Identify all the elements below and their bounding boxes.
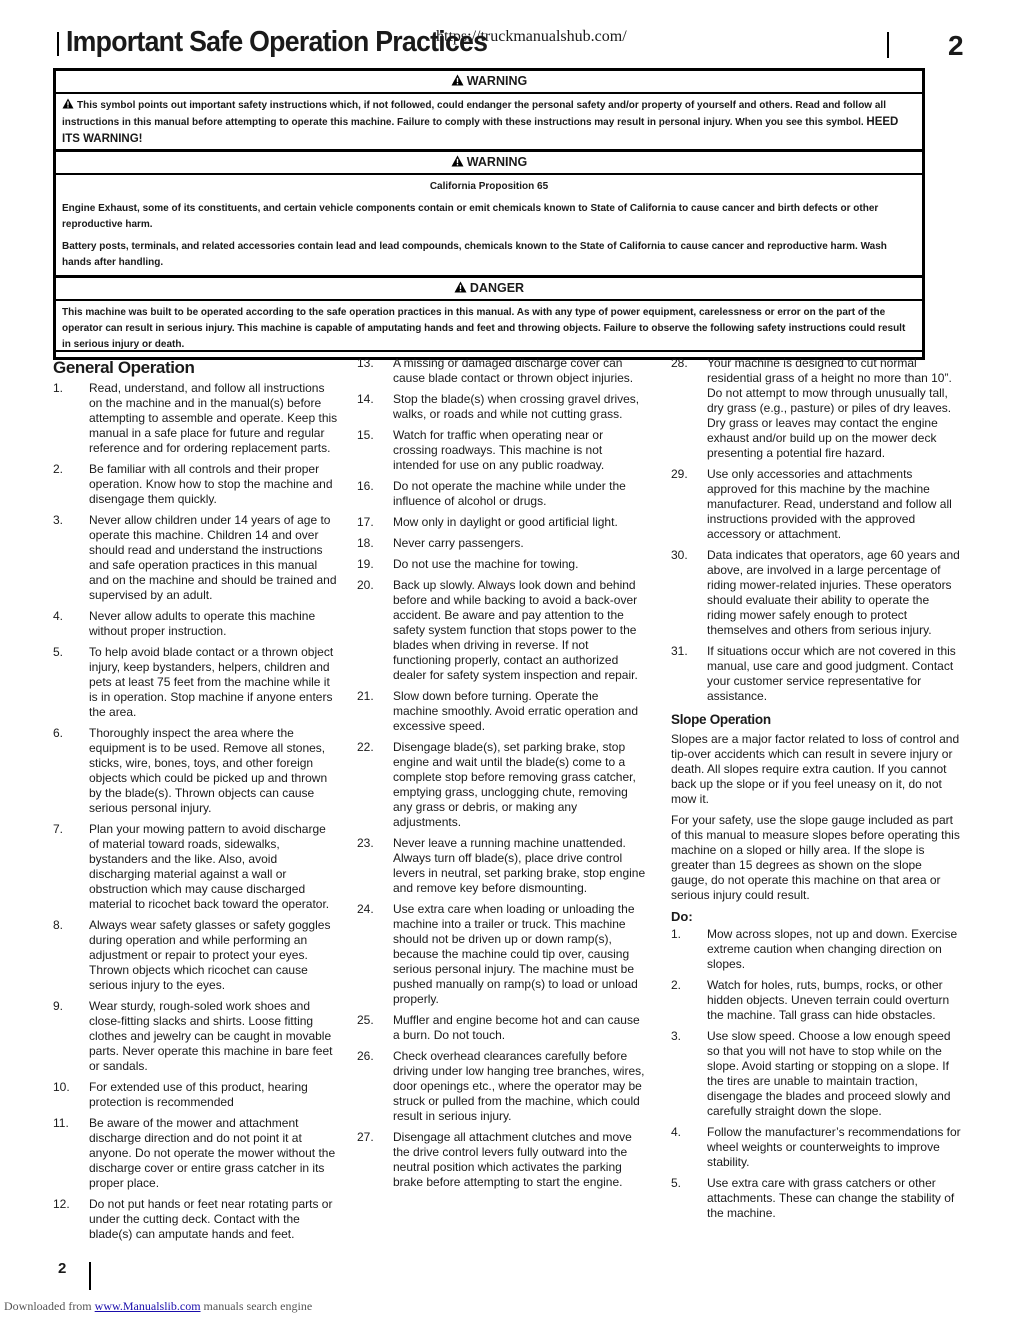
warning-box-symbol	[53, 68, 925, 155]
list-item-number: 4.	[53, 609, 64, 623]
section-divider	[53, 350, 924, 352]
list-item-text: Disengage blade(s), set parking brake, stop engine and wait until the blade(s) come to a complete stop before removing grass catcher, emptying grass, unclogging chute, removing any grass or debris, or making any adjustments.	[393, 740, 636, 829]
list-item	[53, 609, 339, 639]
slope-paragraph: Slopes are a major factor related to loss of control and tip-over accidents which can result in severe injury or death. All slopes require extra caution. If you cannot back up the slope or if you feel uneasy on it, do not mow it.	[671, 732, 960, 806]
list-item	[53, 918, 339, 993]
list-item	[671, 548, 961, 638]
list-item-number: 11.	[53, 1116, 69, 1130]
list-item	[53, 822, 339, 912]
warning-symbol-text: This symbol points out important safety instructions which, if not followed, could endanger the personal safety and/or property of yourself and others. Read and follow all instructions in this manual before attempting to operate this machine. Failure to comply with these instructions may result in personal injury. When you see this symbol.	[62, 100, 886, 128]
warning-triangle-icon	[451, 155, 464, 167]
list-item-number: 19.	[357, 557, 374, 571]
list-item-number: 30.	[671, 548, 688, 562]
warning-triangle-icon	[451, 74, 464, 86]
general-operation-list-continued	[671, 356, 961, 704]
list-item	[357, 689, 646, 734]
footer-bar	[89, 1262, 91, 1290]
list-item	[357, 1013, 646, 1043]
list-item-number: 20.	[357, 578, 374, 592]
warning-box-body	[56, 175, 922, 275]
list-item-text: Never allow adults to operate this machine without proper instruction.	[89, 609, 316, 638]
list-item-number: 31.	[671, 644, 688, 658]
list-item-text: To help avoid blade contact or a thrown object injury, keep bystanders, helpers, children and pets at least 75 feet from the machine while it is in operation. Stop machine if anyone enters the area.	[89, 645, 334, 719]
list-item-text: Never allow children under 14 years of age to operate this machine. Children 14 and over should read and understand the instructions and safe operation practices in this manual and on the machine and should be trained and supervised by an adult.	[89, 513, 337, 602]
heed-warning-emphasis: HEED ITS WARNING!	[62, 116, 899, 145]
list-item-text: Do not operate the machine while under the influence of alcohol or drugs.	[393, 479, 626, 508]
prop65-paragraph: Battery posts, terminals, and related accessories contain lead and lead compounds, chemicals known to the State of California to cause cancer and reproductive harm. Wash hands after handling.	[62, 241, 887, 268]
list-item	[53, 999, 339, 1074]
list-item	[53, 513, 339, 603]
list-item-text: Thoroughly inspect the area where the equipment is to be used. Remove all stones, sticks, wire, bones, toys, and other foreign objects which could be picked up and thrown by the blade(s). Thrown objects can cause serious personal injury.	[89, 726, 328, 815]
general-operation-list-continued	[357, 356, 646, 1190]
list-item	[671, 978, 961, 1023]
warning-triangle-icon	[62, 98, 74, 109]
list-item	[671, 1176, 961, 1221]
list-item-text: Wear sturdy, rough-soled work shoes and close-fitting slacks and shirts. Loose fitting clothes and jewelry can be caught in movable parts. Never operate this machine in bare feet or sandals.	[89, 999, 333, 1073]
list-item	[357, 356, 646, 386]
list-item	[357, 740, 646, 830]
list-item-text: Follow the manufacturer’s recommendations for wheel weights or counterweights to improve stability.	[707, 1125, 961, 1169]
list-item	[357, 557, 646, 572]
list-item-number: 27.	[357, 1130, 374, 1144]
list-item-text: Data indicates that operators, age 60 years and above, are involved in a large percentage of riding mower-related injuries. These operators should evaluate their ability to operate the riding mower safely enough to protect themselves and others from serious injury.	[707, 548, 960, 637]
page-title: Important Safe Operation Practices	[66, 26, 488, 58]
list-item	[53, 1080, 339, 1110]
list-item	[53, 645, 339, 720]
do-list	[671, 927, 961, 1221]
list-item	[53, 1197, 339, 1242]
list-item-text: Read, understand, and follow all instructions on the machine and in the manual(s) before attempting to assemble and operate. Keep this manual in a safe place for future and regular reference and for ordering replacement parts.	[89, 381, 338, 455]
list-item	[671, 927, 961, 972]
list-item	[357, 836, 646, 896]
list-item	[357, 515, 646, 530]
list-item	[357, 392, 646, 422]
warning-box-prop65	[53, 149, 925, 278]
column-3	[671, 356, 961, 1227]
list-item-text: Use only accessories and attachments approved for this machine by the machine manufacturer. Read, understand and follow all instructions provided with the approved accessory or attachment.	[707, 467, 952, 541]
warning-box-heading	[56, 152, 922, 175]
list-item	[671, 1125, 961, 1170]
list-item-number: 7.	[53, 822, 64, 836]
list-item-text: Muffler and engine become hot and can cause a burn. Do not touch.	[393, 1013, 640, 1042]
warning-box-body	[56, 94, 922, 152]
list-item-text: Check overhead clearances carefully before driving under low hanging tree branches, wires, door openings etc., where the operator may be struck or pulled from the machine, which could result in serious injury.	[393, 1049, 645, 1123]
list-item-number: 10.	[53, 1080, 70, 1094]
list-item	[53, 381, 339, 456]
list-item-text: Slow down before turning. Operate the machine smoothly. Avoid erratic operation and excessive speed.	[393, 689, 639, 733]
list-item-number: 4.	[671, 1125, 682, 1139]
list-item	[357, 902, 646, 1007]
list-item-text: Never leave a running machine unattended. Always turn off blade(s), place drive control levers in neutral, set parking brake, stop engine and remove key before dismounting.	[393, 836, 646, 895]
list-item-text: Do not use the machine for towing.	[393, 557, 579, 571]
list-item	[53, 726, 339, 816]
column-1	[53, 356, 339, 1248]
column-2	[357, 356, 646, 1196]
list-item	[357, 536, 646, 551]
list-item	[671, 467, 961, 542]
list-item-text: Never carry passengers.	[393, 536, 524, 550]
list-item-number: 8.	[53, 918, 64, 932]
list-item-number: 21.	[357, 689, 374, 703]
list-item-number: 2.	[53, 462, 64, 476]
list-item-text: Always wear safety glasses or safety goggles during operation and while performing an adjustment or repair to protect your eyes. Thrown objects which ricochet can cause serious injury to the eyes.	[89, 918, 331, 992]
list-item-text: Your machine is designed to cut normal residential grass of a height no more than 10”. Do not attempt to mow through unusually tall, dry grass (e.g., pasture) or piles of dry leaves. Dry grass or leaves may contact the engine exhaust and/or build up on the mower deck presenting a potential fire hazard.	[707, 356, 952, 460]
danger-box-heading	[56, 278, 922, 301]
list-item-number: 3.	[53, 513, 64, 527]
list-item-number: 6.	[53, 726, 64, 740]
list-item-number: 2.	[671, 978, 682, 992]
warning-triangle-icon	[454, 281, 467, 293]
list-item	[53, 462, 339, 507]
list-item-number: 1.	[671, 927, 682, 941]
list-item-text: Mow only in daylight or good artificial light.	[393, 515, 618, 529]
list-item-number: 28.	[671, 356, 688, 370]
footer-suffix: manuals search engine	[203, 1299, 313, 1313]
danger-box-body	[56, 301, 922, 357]
header-right-bar	[887, 32, 889, 58]
list-item-text: Mow across slopes, not up and down. Exercise extreme caution when changing direction on slopes.	[707, 927, 958, 971]
list-item-text: Disengage all attachment clutches and move the drive control levers fully outward into the neutral position which activates the parking brake before attempting to start the engine.	[393, 1130, 632, 1189]
list-item-text: Watch for holes, ruts, bumps, rocks, or other hidden objects. Uneven terrain could overturn the machine. Tall grass can hide obstacles.	[707, 978, 950, 1022]
list-item-number: 14.	[357, 392, 374, 406]
list-item-text: If situations occur which are not covered in this manual, use care and good judgment. Contact your customer service representative for assistance.	[707, 644, 956, 703]
list-item	[671, 356, 961, 461]
header-left-bar	[57, 32, 59, 56]
general-operation-list	[53, 381, 339, 1242]
danger-heading-text: DANGER	[469, 281, 525, 295]
download-footer	[4, 1299, 312, 1314]
list-item-text: Do not put hands or feet near rotating parts or under the cutting deck. Contact with the blade(s) can amputate hands and feet.	[89, 1197, 333, 1241]
list-item	[671, 1029, 961, 1119]
list-item-text: Be aware of the mower and attachment discharge direction and do not point it at anyone. Do not operate the mower without the discharge cover or entire grass catcher in its proper place.	[89, 1116, 336, 1190]
list-item-text: Back up slowly. Always look down and behind before and while backing to avoid a back-over accident. Be aware and pay attention to the safety system function that stops power to the blades when driving in reverse. If not functioning properly, contact an authorized dealer for safety system inspection and repair.	[393, 578, 638, 682]
danger-box	[53, 275, 925, 360]
list-item	[53, 1116, 339, 1191]
page-number-top: 2	[948, 30, 964, 61]
list-item-number: 26.	[357, 1049, 374, 1063]
list-item-number: 24.	[357, 902, 374, 916]
list-item-text: Use slow speed. Choose a low enough speed so that you will not have to stop while on the slope. Avoid starting or stopping on a slope. If the tires are unable to maintain traction, disengage the blades and proceed slowly and carefully straight down the slope.	[707, 1029, 951, 1118]
do-heading: Do:	[671, 909, 693, 924]
list-item-number: 1.	[53, 381, 64, 395]
list-item	[357, 578, 646, 683]
source-url[interactable]: https://truckmanualshub.com/	[436, 28, 627, 45]
list-item-text: Use extra care when loading or unloading the machine into a trailer or truck. This machine should not be driven up or down ramp(s), because the machine could tip over, causing serious personal injury. The machine must be pushed manually on ramp(s) to load or unload properly.	[393, 902, 638, 1006]
list-item-number: 23.	[357, 836, 374, 850]
prop65-paragraph: Engine Exhaust, some of its constituents, and certain vehicle components contain or emit chemicals known to State of California to cause cancer and birth defects or other reproductive harm.	[62, 203, 879, 230]
warning-heading-text: WARNING	[466, 74, 528, 88]
general-operation-title: General Operation	[53, 358, 195, 377]
list-item-number: 25.	[357, 1013, 374, 1027]
list-item-number: 5.	[671, 1176, 682, 1190]
list-item-number: 12.	[53, 1197, 70, 1211]
page-number-bottom: 2	[58, 1260, 67, 1277]
slope-operation-title: Slope Operation	[671, 712, 771, 727]
list-item-number: 5.	[53, 645, 64, 659]
list-item-text: Be familiar with all controls and their proper operation. Know how to stop the machine and disengage them quickly.	[89, 462, 333, 506]
list-item	[357, 1130, 646, 1190]
list-item-text: Use extra care with grass catchers or other attachments. These can change the stability of the machine.	[707, 1176, 955, 1220]
list-item-number: 16.	[357, 479, 374, 493]
prop65-subheading: California Proposition 65	[429, 181, 549, 192]
slope-paragraph: For your safety, use the slope gauge included as part of this manual to measure slopes before operating this machine on a sloped or hilly area. If the slope is greater than 15 degrees as shown on the slope gauge, do not operate this machine on that area or serious injury could result.	[671, 813, 960, 902]
manualslib-link[interactable]: www.Manualslib.com	[94, 1299, 201, 1313]
list-item-number: 29.	[671, 467, 688, 481]
list-item-number: 13.	[357, 356, 374, 370]
warning-heading-text: WARNING	[466, 155, 528, 169]
list-item-text: Stop the blade(s) when crossing gravel drives, walks, or roads and while not cutting grass.	[393, 392, 640, 421]
list-item-number: 3.	[671, 1029, 682, 1043]
list-item-text: Watch for traffic when operating near or crossing roadways. This machine is not intended for use on any public roadway.	[393, 428, 605, 472]
list-item-number: 22.	[357, 740, 374, 754]
list-item-number: 15.	[357, 428, 374, 442]
list-item	[357, 1049, 646, 1124]
list-item-number: 18.	[357, 536, 374, 550]
footer-prefix: Downloaded from	[4, 1299, 92, 1313]
danger-text: This machine was built to be operated according to the safe operation practices in this manual. As with any type of power equipment, carelessness or error on the part of the operator can result in serious injury. This machine is capable of amputating hands and feet and throwing objects. Failure to observe the following safety instructions could result in serious injury or death.	[62, 307, 906, 350]
list-item-number: 17.	[357, 515, 374, 529]
list-item	[357, 428, 646, 473]
list-item-text: A missing or damaged discharge cover can cause blade contact or thrown object injuries.	[393, 356, 634, 385]
list-item-text: Plan your mowing pattern to avoid discharge of material toward roads, sidewalks, bystanders and the like. Also, avoid discharging material against a wall or obstruction which may cause discharged material to ricochet back toward the operator.	[89, 822, 330, 911]
list-item	[671, 644, 961, 704]
list-item-number: 9.	[53, 999, 64, 1013]
list-item	[357, 479, 646, 509]
list-item-text: For extended use of this product, hearing protection is recommended	[89, 1080, 308, 1109]
warning-box-heading	[56, 71, 922, 94]
